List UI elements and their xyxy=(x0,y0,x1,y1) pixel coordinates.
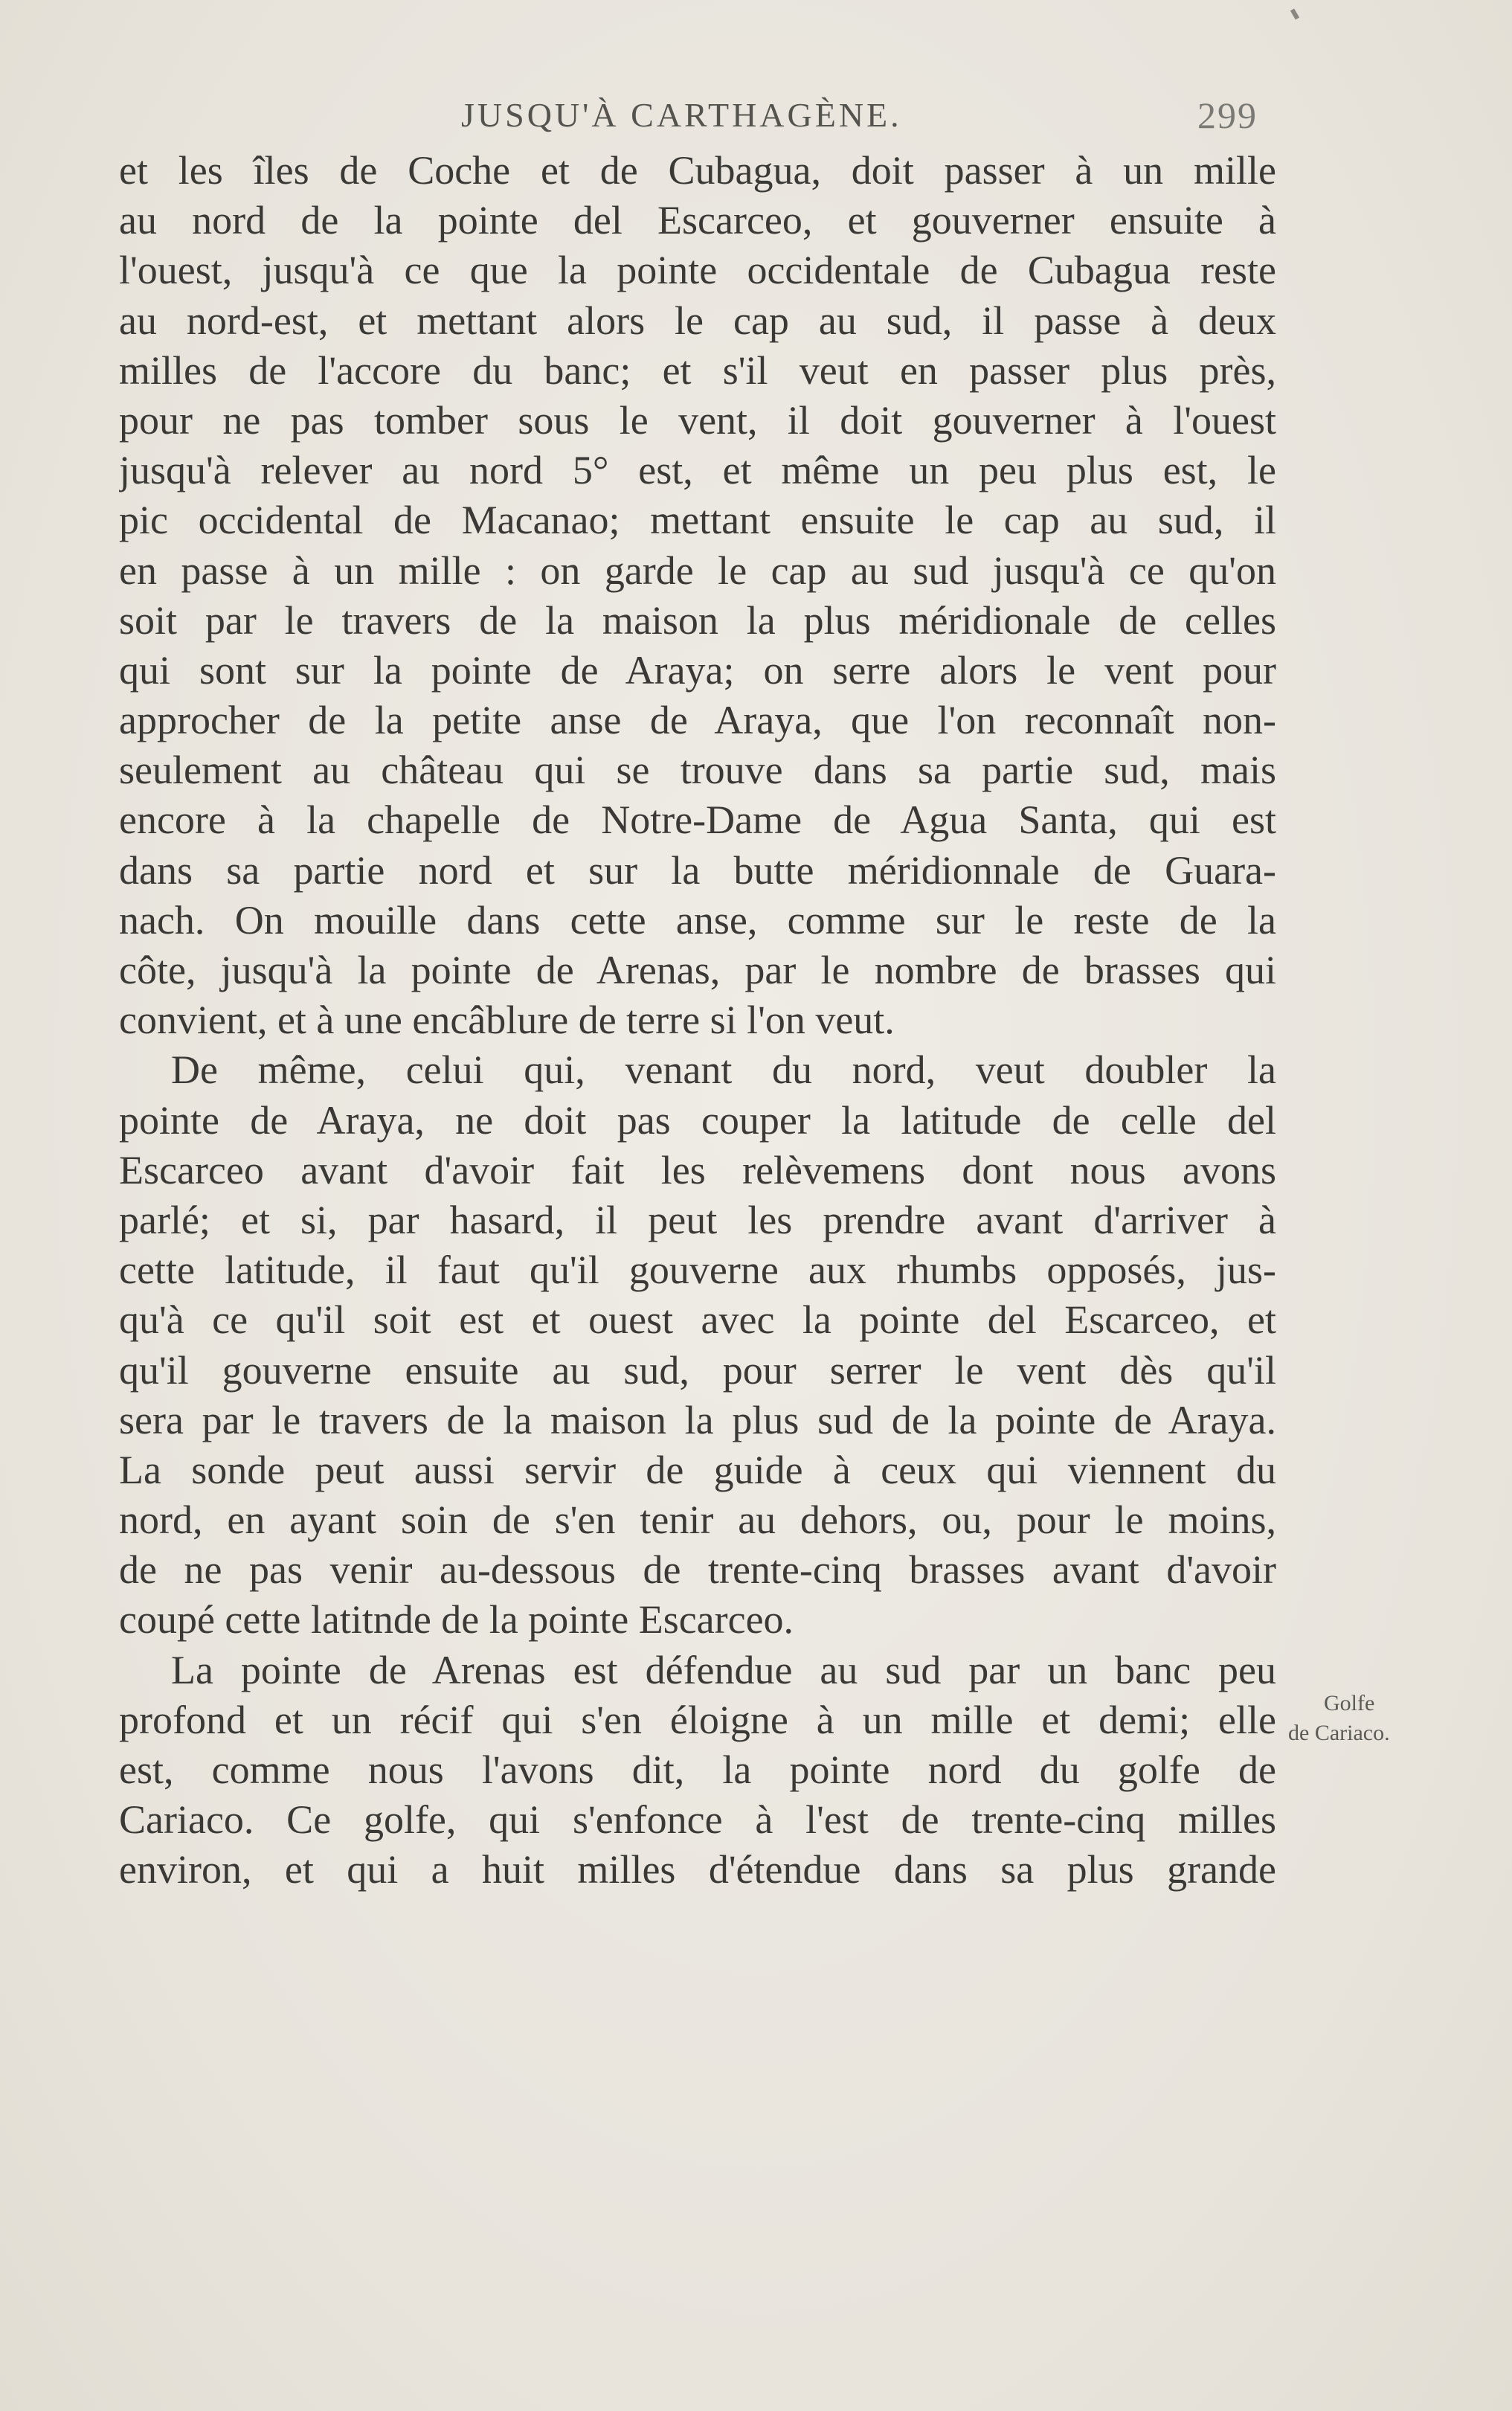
text-line: qu'il gouverne ensuite au sud, pour serrer le vent dès qu'il xyxy=(119,1347,1276,1393)
text-line: sera par le travers de la maison la plus sud de la pointe de Araya. xyxy=(119,1397,1276,1442)
text-line: pour ne pas tomber sous le vent, il doit gouverner à l'ouest xyxy=(119,397,1276,443)
text-line: profond et un récif qui s'en éloigne à un mille et demi; elle xyxy=(119,1697,1276,1742)
paragraph-start-line: De même, celui qui, venant du nord, veut doubler la xyxy=(171,1047,1276,1093)
paragraph-end-line: coupé cette latitnde de la pointe Escarceo. xyxy=(119,1597,794,1643)
text-line: au nord-est, et mettant alors le cap au sud, il passe à deux xyxy=(119,298,1276,343)
text-line: pointe de Araya, ne doit pas couper la latitude de celle del xyxy=(119,1097,1276,1143)
margin-note-line: de Cariaco. xyxy=(1288,1721,1390,1745)
paragraph-end-line: convient, et à une encâblure de terre si l'on veut. xyxy=(119,998,895,1043)
page-number: 299 xyxy=(1197,94,1258,136)
text-line: et les îles de Coche et de Cubagua, doit passer à un mille xyxy=(119,148,1276,193)
text-line: nord, en ayant soin de s'en tenir au dehors, ou, pour le moins, xyxy=(119,1497,1276,1543)
text-line: pic occidental de Macanao; mettant ensuite le cap au sud, il xyxy=(119,498,1276,543)
text-line: est, comme nous l'avons dit, la pointe nord du golfe de xyxy=(119,1747,1276,1792)
text-line: qu'à ce qu'il soit est et ouest avec la pointe del Escarceo, et xyxy=(119,1297,1276,1343)
text-line: Cariaco. Ce golfe, qui s'enfonce à l'est de trente-cinq milles xyxy=(119,1797,1276,1843)
margin-note xyxy=(1288,1689,1437,1748)
ink-speck xyxy=(1290,8,1299,19)
text-line: seulement au château qui se trouve dans sa partie sud, mais xyxy=(119,748,1276,793)
text-line: côte, jusqu'à la pointe de Arenas, par le nombre de brasses qui xyxy=(119,948,1276,992)
text-line: La sonde peut aussi servir de guide à ceux qui viennent du xyxy=(119,1447,1276,1492)
text-line: environ, et qui a huit milles d'étendue dans sa plus grande xyxy=(119,1847,1276,1892)
text-line: cette latitude, il faut qu'il gouverne aux rhumbs opposés, jus- xyxy=(119,1248,1276,1293)
text-line: jusqu'à relever au nord 5° est, et même un peu plus est, le xyxy=(119,448,1276,493)
text-line: en passe à un mille : on garde le cap au sud jusqu'à ce qu'on xyxy=(119,548,1276,593)
running-title: JUSQU'À CARTHAGÈNE. xyxy=(461,96,902,134)
text-line: encore à la chapelle de Notre-Dame de Agua Santa, qui est xyxy=(119,797,1276,843)
text-line: l'ouest, jusqu'à ce que la pointe occidentale de Cubagua reste xyxy=(119,248,1276,293)
text-line: Escarceo avant d'avoir fait les relèvemens dont nous avons xyxy=(119,1147,1276,1192)
text-line: dans sa partie nord et sur la butte méridionnale de Guara- xyxy=(119,847,1276,893)
text-line: approcher de la petite anse de Araya, que l'on reconnaît non- xyxy=(119,698,1276,743)
margin-note-line: Golfe xyxy=(1324,1691,1375,1715)
paragraph-start-line: La pointe de Arenas est défendue au sud par un banc peu xyxy=(171,1647,1276,1692)
text-line: qui sont sur la pointe de Araya; on serre alors le vent pour xyxy=(119,647,1276,693)
text-line: parlé; et si, par hasard, il peut les prendre avant d'arriver à xyxy=(119,1197,1276,1242)
text-line: nach. On mouille dans cette anse, comme sur le reste de la xyxy=(119,897,1276,943)
text-line: milles de l'accore du banc; et s'il veut en passer plus près, xyxy=(119,347,1276,393)
text-line: de ne pas venir au-dessous de trente-cinq brasses avant d'avoir xyxy=(119,1547,1276,1593)
text-line: au nord de la pointe del Escarceo, et gouverner ensuite à xyxy=(119,198,1276,243)
text-line: soit par le travers de la maison la plus méridionale de celles xyxy=(119,597,1276,643)
body-text xyxy=(119,146,1276,1895)
